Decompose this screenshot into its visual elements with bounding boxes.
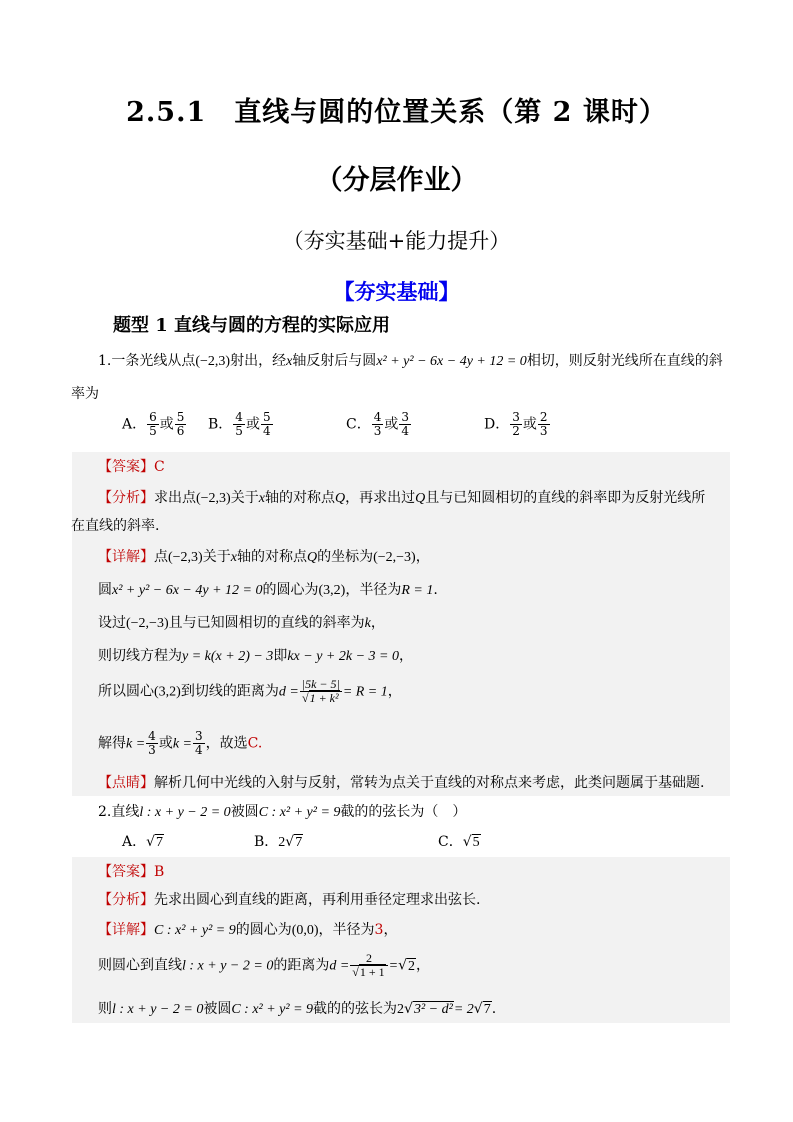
q2-detail-line1: 【详解】C : x² + y² = 9的圆心为(0,0)，半径为3， <box>98 922 398 938</box>
q1-detail-line6: 解得k = $\frac{4}{3}$ 或k = $\frac{3}{4}$ ，故选C. <box>98 729 263 757</box>
q1-stem-line1: 1.一条光线从点(−2,3)射出，经x轴反射后与圆x² + y² − 6x − 4y + 12 = 0相切，则反射光线所在直线的斜 <box>98 353 723 369</box>
q2-option-c: C．√5 <box>438 834 480 850</box>
q2-stem: 2.直线l : x + y − 2 = 0被圆C : x² + y² = 9截的的弦长为（ ） <box>98 804 467 820</box>
q2-detail-line2: 则圆心到直线l : x + y − 2 = 0的距离为d = $\frac{2}{√1 + 1}$ =√2， <box>98 951 431 979</box>
q1-option-a: A． $\frac{6}{5}$ 或 $\frac{5}{6}$ <box>122 410 185 438</box>
q2-option-a: A．√7 <box>122 834 164 850</box>
section-heading: 【夯实基础】 <box>333 279 460 304</box>
q1-comment: 【点睛】解析几何中光线的入射与反射，常转为点关于直线的对称点来考虑，此类问题属于基础题. <box>98 775 705 791</box>
page-subtitle-2: （夯实基础+能力提升） <box>282 229 511 253</box>
q1-option-d: D． $\frac{3}{2}$ 或 $\frac{2}{3}$ <box>484 410 548 438</box>
q2-option-b: B．2√7 <box>254 834 303 850</box>
q1-detail-line4: 则切线方程为y = k(x + 2) − 3即kx − y + 2k − 3 = 0， <box>98 648 413 664</box>
q1-detail-line3: 设过(−2,−3)且与已知圆相切的直线的斜率为k， <box>98 615 385 631</box>
q1-detail-line1: 【详解】点(−2,3)关于x轴的对称点Q的坐标为(−2,−3)， <box>98 549 430 565</box>
q2-detail-line3: 则l : x + y − 2 = 0被圆C : x² + y² = 9截的的弦长为2√3² − d²= 2√7. <box>98 1001 497 1017</box>
q1-detail-line2: 圆x² + y² − 6x − 4y + 12 = 0的圆心为(3,2)，半径为R = 1. <box>98 582 438 598</box>
q1-detail-line5: 所以圆心(3,2)到切线的距离为d = $\frac{|5k - 5|}{\text{√1 + k²}}$ = R = 1， <box>98 677 402 705</box>
q1-analysis-line1: 【分析】求出点(−2,3)关于x轴的对称点Q，再求出过Q且与已知圆相切的直线的斜率即为反射光线所 <box>98 490 706 506</box>
q1-analysis-line2: 在直线的斜率. <box>71 518 160 534</box>
page-title: 2.5.1 直线与圆的位置关系（第 2 课时） <box>126 97 667 128</box>
question-type-heading: 题型 1 直线与圆的方程的实际应用 <box>113 315 391 336</box>
q1-answer: 【答案】C <box>98 459 165 475</box>
q2-answer: 【答案】B <box>98 864 165 880</box>
q1-stem-line2: 率为 <box>71 386 99 402</box>
page-subtitle: （分层作业） <box>315 165 478 196</box>
q1-option-b: B． $\frac{4}{5}$ 或 $\frac{5}{4}$ <box>208 410 271 438</box>
q2-analysis: 【分析】先求出圆心到直线的距离，再利用垂径定理求出弦长. <box>98 892 481 908</box>
q1-option-c: C． $\frac{4}{3}$ 或 $\frac{3}{4}$ <box>346 410 409 438</box>
